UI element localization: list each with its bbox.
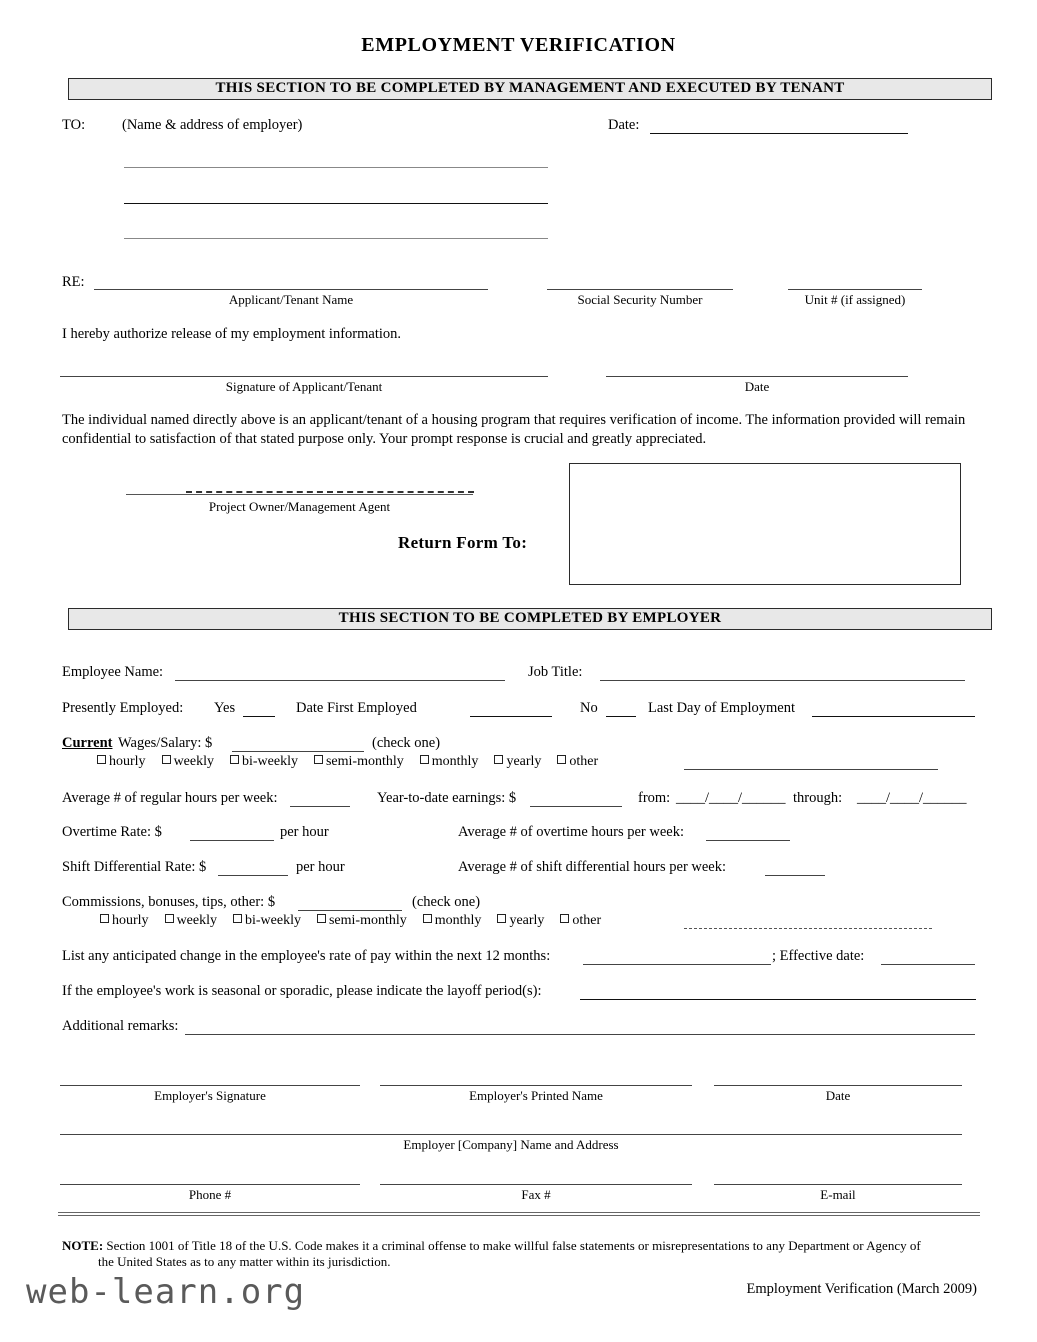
caption-applicant-name: Applicant/Tenant Name (228, 292, 354, 307)
employee-name-label: Employee Name: (62, 664, 164, 680)
to-hint: (Name & address of employer) (122, 117, 303, 133)
commissions-frequency-label: other (572, 913, 602, 928)
caption-fax: Fax # (521, 1187, 551, 1202)
seasonal-layoff-label: If the employee's work is seasonal or sporadic, please indicate the layoff period(s): (62, 983, 542, 999)
presently-employed-label: Presently Employed: (62, 700, 184, 716)
watermark: web-learn.org (26, 1272, 306, 1312)
footer-form-id: Employment Verification (March 2009) (746, 1281, 977, 1297)
note-block (62, 1238, 967, 1270)
company-name-address-input[interactable] (60, 1134, 962, 1135)
verification-paragraph: The individual named directly above is an applicant/tenant of a housing program that requires verification of income. The information provided will remain confidential to satisfaction of that stated purpose only. Your prompt response is crucial and greatly appreciated. (62, 412, 966, 447)
checkbox-icon[interactable] (317, 914, 326, 923)
checkbox-icon[interactable] (233, 914, 242, 923)
commissions-check-one-hint: (check one) (412, 894, 481, 910)
caption-applicant-signature: Signature of Applicant/Tenant (225, 379, 383, 394)
commissions-other-input[interactable] (684, 928, 932, 929)
wages-frequency-label: hourly (109, 754, 146, 769)
caption-phone: Phone # (188, 1187, 232, 1202)
ytd-earnings-input[interactable] (530, 806, 622, 807)
wages-checkbox-other[interactable] (557, 754, 598, 770)
section-header-employer: THIS SECTION TO BE COMPLETED BY EMPLOYER (68, 608, 992, 630)
overtime-per-hour-label: per hour (280, 824, 329, 840)
ytd-from-input[interactable]: ____/____/______ (676, 790, 786, 806)
job-title-label: Job Title: (528, 664, 583, 680)
section-header-management: THIS SECTION TO BE COMPLETED BY MANAGEMENT AND EXECUTED BY TENANT (68, 78, 992, 100)
caption-applicant-signature-date: Date (744, 379, 770, 394)
checkbox-icon[interactable] (162, 755, 171, 764)
checkbox-icon[interactable] (165, 914, 174, 923)
note-label: NOTE: (62, 1238, 104, 1253)
authorization-text: I hereby authorize release of my employment information. (62, 326, 402, 342)
caption-company-name-address: Employer [Company] Name and Address (403, 1137, 619, 1152)
job-title-input[interactable] (600, 680, 965, 681)
avg-shift-differential-hours-input[interactable] (765, 875, 825, 876)
overtime-rate-label: Overtime Rate: $ (62, 824, 162, 840)
note-line-2: the United States as to any matter within its jurisdiction. (98, 1254, 391, 1269)
no-label: No (580, 700, 598, 716)
to-address-line-1[interactable] (124, 167, 548, 168)
commissions-checkbox-monthly[interactable] (423, 913, 482, 929)
checkbox-icon[interactable] (560, 914, 569, 923)
wages-salary-label: Wages/Salary: $ (118, 735, 213, 751)
commissions-frequency-label: bi-weekly (245, 913, 301, 928)
wages-checkbox-bi-weekly[interactable] (230, 754, 298, 770)
yes-label: Yes (214, 700, 236, 716)
applicant-signature-date-input[interactable] (606, 376, 908, 377)
effective-date-label: ; Effective date: (772, 948, 865, 964)
wages-check-one-hint: (check one) (372, 735, 441, 751)
effective-date-input[interactable] (881, 964, 975, 965)
caption-employer-printed-name: Employer's Printed Name (469, 1088, 603, 1103)
commissions-checkbox-weekly[interactable] (165, 913, 217, 929)
wages-other-input[interactable] (684, 769, 938, 770)
commissions-checkbox-bi-weekly[interactable] (233, 913, 301, 929)
avg-regular-hours-input[interactable] (290, 806, 350, 807)
anticipated-change-input[interactable] (583, 964, 771, 965)
re-label: RE: (62, 274, 85, 290)
page-title: EMPLOYMENT VERIFICATION (361, 34, 676, 56)
shift-differential-per-hour-label: per hour (296, 859, 345, 875)
return-address-box[interactable] (569, 463, 961, 585)
checkbox-icon[interactable] (100, 914, 109, 923)
unit-number-input[interactable] (788, 289, 922, 290)
date-first-employed-input[interactable] (470, 716, 552, 717)
commissions-checkbox-hourly[interactable] (100, 913, 149, 929)
commissions-frequency-label: yearly (509, 913, 545, 928)
commissions-frequency-label: weekly (176, 913, 217, 928)
to-label: TO: (62, 117, 86, 133)
employer-date-input[interactable] (714, 1085, 962, 1086)
avg-regular-hours-label: Average # of regular hours per week: (62, 790, 278, 806)
anticipated-change-label: List any anticipated change in the employee's rate of pay within the next 12 months: (62, 948, 551, 964)
checkbox-icon[interactable] (494, 755, 503, 764)
additional-remarks-input[interactable] (185, 1034, 975, 1035)
employee-name-input[interactable] (175, 680, 505, 681)
ytd-through-input[interactable]: ____/____/______ (857, 790, 967, 806)
commissions-frequency-label: hourly (112, 913, 149, 928)
caption-employer-date: Date (825, 1088, 851, 1103)
shift-differential-rate-label: Shift Differential Rate: $ (62, 859, 207, 875)
checkbox-icon[interactable] (557, 755, 566, 764)
date-label: Date: (608, 117, 640, 133)
phone-input[interactable] (60, 1184, 360, 1185)
ytd-from-label: from: (638, 790, 671, 806)
to-address-line-3[interactable] (124, 238, 548, 239)
commissions-frequency-label: monthly (434, 913, 482, 928)
seasonal-layoff-input[interactable] (580, 999, 976, 1000)
employer-signature-input[interactable] (60, 1085, 360, 1086)
shift-differential-rate-input[interactable] (218, 875, 288, 876)
checkbox-icon[interactable] (97, 755, 106, 764)
date-input[interactable] (650, 133, 908, 134)
wages-frequency-label: bi-weekly (242, 754, 298, 769)
wages-frequency-label: yearly (506, 754, 542, 769)
wages-salary-input[interactable] (232, 751, 364, 752)
checkbox-icon[interactable] (230, 755, 239, 764)
wages-frequency-label: weekly (173, 754, 214, 769)
wages-checkbox-yearly[interactable] (494, 754, 541, 770)
caption-ssn: Social Security Number (577, 292, 703, 307)
last-day-of-employment-label: Last Day of Employment (648, 700, 795, 716)
owner-agent-input[interactable] (126, 494, 473, 495)
ssn-input[interactable] (547, 289, 733, 290)
avg-overtime-hours-input[interactable] (706, 840, 790, 841)
employer-printed-name-input[interactable] (380, 1085, 692, 1086)
commissions-checkbox-yearly[interactable] (497, 913, 544, 929)
wages-checkbox-weekly[interactable] (162, 754, 214, 770)
wages-frequency-label: other (569, 754, 599, 769)
presently-employed-yes-input[interactable] (243, 716, 275, 717)
return-form-to-label: Return Form To: (398, 533, 528, 552)
applicant-signature-input[interactable] (60, 376, 548, 377)
wages-frequency-label: semi-monthly (325, 754, 404, 769)
email-input[interactable] (714, 1184, 962, 1185)
caption-unit-number: Unit # (if assigned) (804, 292, 906, 307)
ytd-earnings-label: Year-to-date earnings: $ (377, 790, 517, 806)
last-day-of-employment-input[interactable] (812, 716, 975, 717)
additional-remarks-label: Additional remarks: (62, 1018, 179, 1034)
checkbox-icon[interactable] (420, 755, 429, 764)
presently-employed-no-input[interactable] (606, 716, 636, 717)
wages-checkbox-monthly[interactable] (420, 754, 479, 770)
caption-owner-agent: Project Owner/Management Agent (208, 499, 391, 514)
wages-frequency-label: monthly (431, 754, 479, 769)
note-line-1: Section 1001 of Title 18 of the U.S. Code makes it a criminal offense to make willful false statements or misrepresentations to any Department or Agency of (106, 1238, 921, 1253)
commissions-frequency-group[interactable] (100, 913, 601, 929)
wages-checkbox-hourly[interactable] (97, 754, 146, 770)
applicant-name-input[interactable] (94, 289, 488, 290)
avg-overtime-hours-label: Average # of overtime hours per week: (458, 824, 685, 840)
avg-shift-differential-hours-label: Average # of shift differential hours per week: (458, 859, 727, 875)
commissions-input[interactable] (298, 910, 402, 911)
current-wages-emphasis: Current (62, 735, 113, 751)
commissions-frequency-label: semi-monthly (328, 913, 407, 928)
ytd-through-label: through: (793, 790, 843, 806)
caption-employer-signature: Employer's Signature (154, 1088, 266, 1103)
caption-email: E-mail (820, 1187, 856, 1202)
checkbox-icon[interactable] (423, 914, 432, 923)
footer-divider (58, 1212, 980, 1216)
date-first-employed-label: Date First Employed (296, 700, 417, 716)
commissions-checkbox-semi-monthly[interactable] (317, 913, 407, 929)
overtime-rate-input[interactable] (190, 840, 274, 841)
fax-input[interactable] (380, 1184, 692, 1185)
checkbox-icon[interactable] (314, 755, 323, 764)
checkbox-icon[interactable] (497, 914, 506, 923)
wages-checkbox-semi-monthly[interactable] (314, 754, 404, 770)
owner-agent-dashed-overlay (186, 491, 474, 493)
to-address-line-2[interactable] (124, 203, 548, 204)
commissions-label: Commissions, bonuses, tips, other: $ (62, 894, 276, 910)
commissions-checkbox-other[interactable] (560, 913, 601, 929)
wages-frequency-group[interactable] (97, 754, 598, 770)
